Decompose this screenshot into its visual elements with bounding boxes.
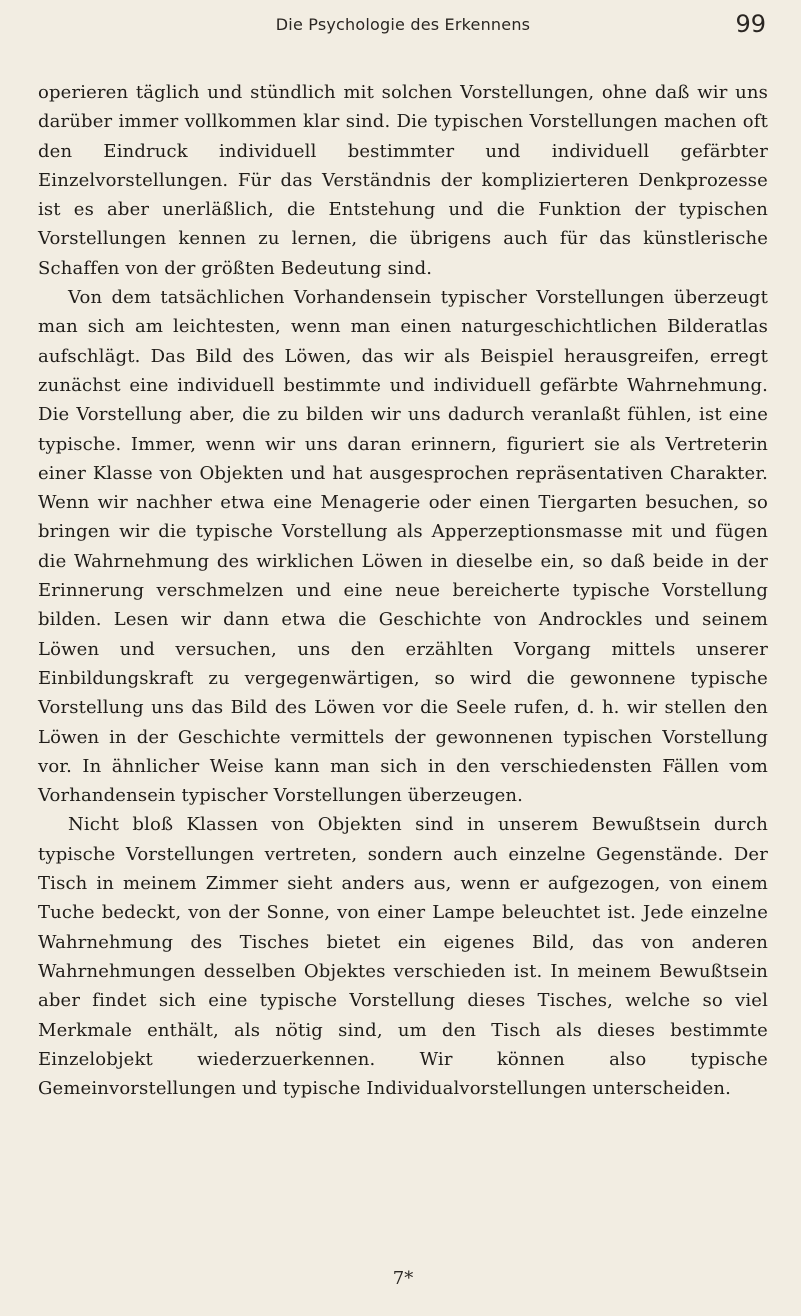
paragraph-continuation: operieren täglich und stündlich mit solchen Vorstellungen, ohne daß wir uns darüber immer vollkommen klar sind. Die typischen Vorstellungen machen oft den Eindruck individuell bestimmter und individuell gefärbter Einzelvorstellungen. Für das Verständnis der komplizierteren Denkprozesse ist es aber unerläßlich, die Entstehung und die Funktion der typischen Vorstellungen kennen zu lernen, die übrigens auch für das künstlerische Schaffen von der größten Bedeutung sind. (38, 82, 768, 279)
running-head: Die Psychologie des Erkennens (275, 15, 531, 34)
page-header (38, 12, 768, 42)
paragraph-individual-representations: Nicht bloß Klassen von Objekten sind in unserem Bewußtsein durch typische Vorstellungen vertreten, sondern auch einzelne Gegenstände. Der Tisch in meinem Zimmer sieht anders aus, wenn er aufgezogen, von einem Tuche bedeckt, von der Sonne, von einer Lampe beleuchtet ist. Jede einzelne Wahrnehmung des Tisches bietet ein eigenes Bild, das von anderen Wahrnehmungen desselben Objektes verschieden ist. In meinem Bewußtsein aber findet sich eine typische Vorstellung dieses Tisches, welche so viel Merkmale enthält, als nötig sind, um den Tisch als dieses bestimmte Einzelobjekt wiederzuerkennen. Wir können also typische Gemeinvorstellungen und typische Individualvorstellungen unterscheiden. (38, 814, 768, 1100)
page-footer (38, 1268, 768, 1289)
signature-mark: 7* (392, 1268, 414, 1289)
paragraph-typical-representations: Von dem tatsächlichen Vorhandensein typischer Vorstellungen überzeugt man sich am leichtesten, wenn man einen naturgeschichtlichen Bilderatlas aufschlägt. Das Bild des Löwen, das wir als Beispiel herausgreifen, erregt zunächst eine individuell bestimmte und individuell gefärbte Wahrnehmung. Die Vorstellung aber, die zu bilden wir uns dadurch veranlaßt fühlen, ist eine typische. Immer, wenn wir uns daran erinnern, figuriert sie als Vertreterin einer Klasse von Objekten und hat ausgesprochen repräsentativen Charakter. Wenn wir nachher etwa eine Menagerie oder einen Tiergarten besuchen, so bringen wir die typische Vorstellung als Apperzeptionsmasse mit und fügen die Wahrnehmung des wirklichen Löwen in dieselbe ein, so daß beide in der Erinnerung verschmelzen und eine neue bereicherte typische Vorstellung bilden. Lesen wir dann etwa die Geschichte von Androckles und seinem Löwen und versuchen, uns den erzählten Vorgang mittels unserer Einbildungskraft zu vergegenwärtigen, so wird die gewonnene typische Vorstellung uns das Bild des Löwen vor die Seele rufen, d. h. wir stellen den Löwen in der Geschichte vermittels der gewonnenen typischen Vorstellung vor. In ähnlicher Weise kann man sich in den verschiedensten Fällen vom Vorhandensein typischer Vorstellungen überzeugen. (38, 287, 768, 807)
body-text (38, 78, 768, 1103)
page-number: 99 (735, 10, 766, 38)
